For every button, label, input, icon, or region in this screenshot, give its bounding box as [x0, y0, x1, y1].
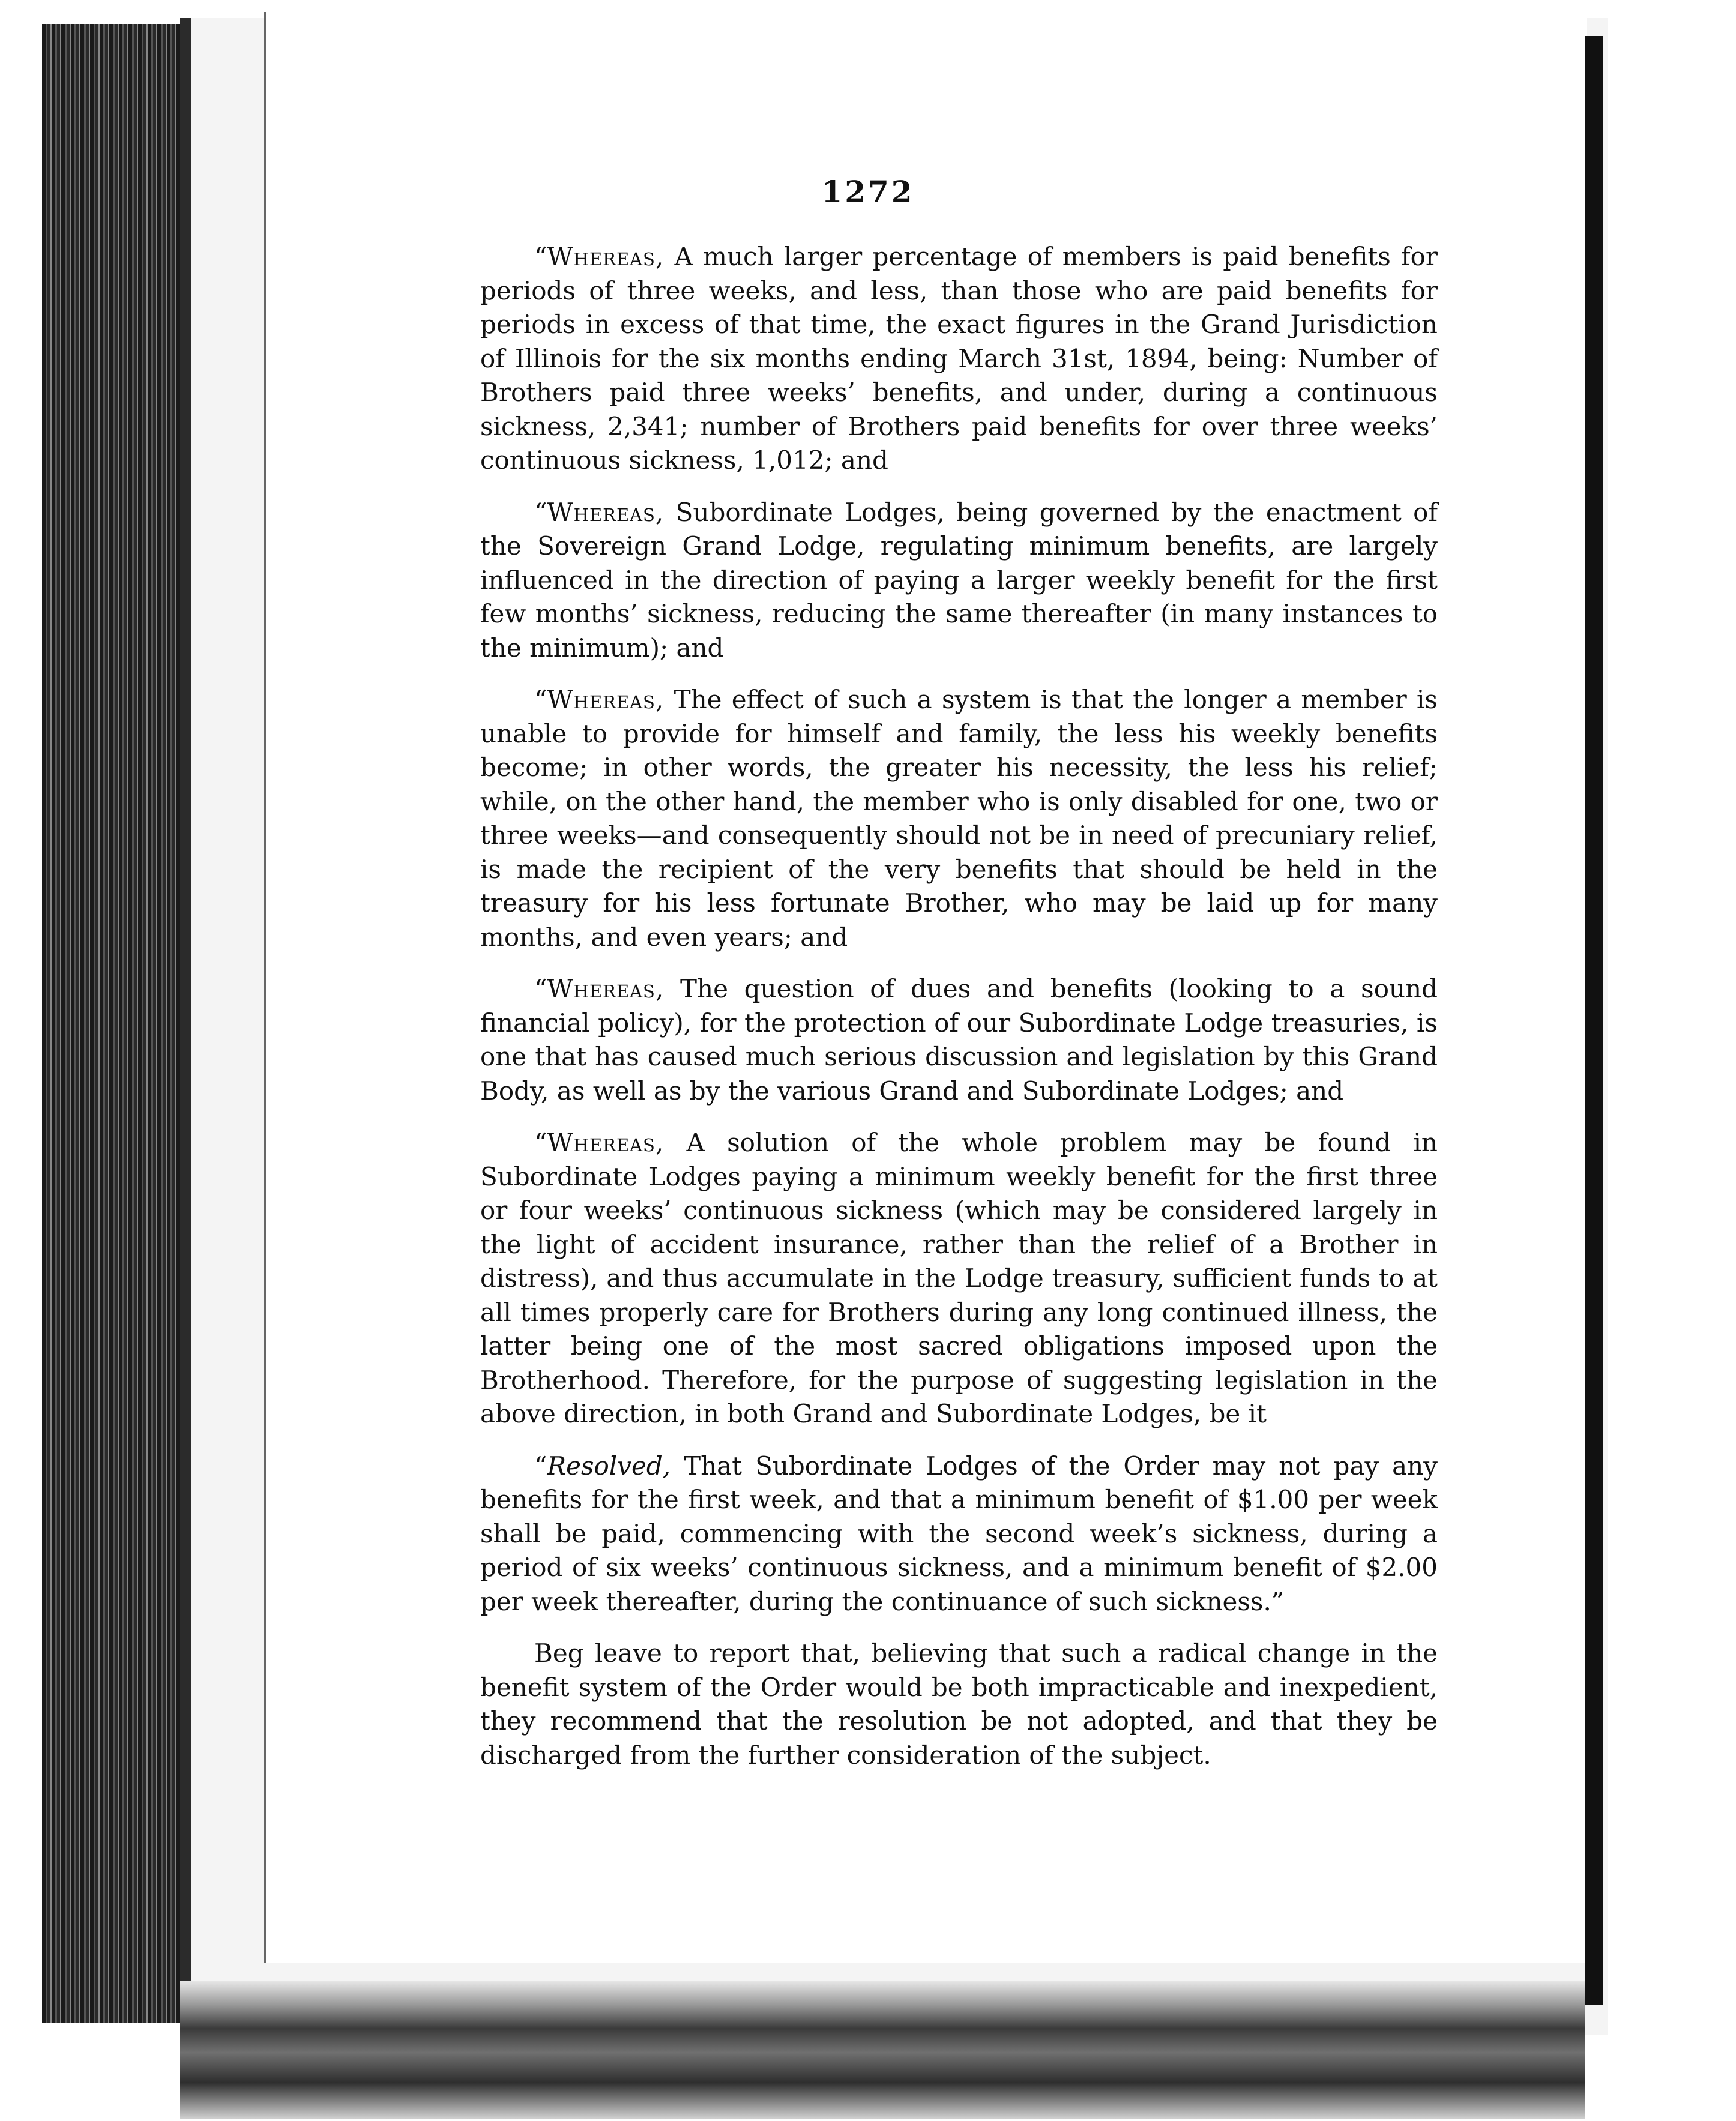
open-quote: “ — [534, 1128, 547, 1157]
paragraph-whereas-4 — [480, 972, 1438, 1108]
paragraph-text: That Subordinate Lodges of the Order may not pay any benefits for the first week, and that a minimum benefit of $1.00 per week shall be paid, commencing with the second week’s sickness, during a period of six weeks’ continuous sickness, and a minimum benefit of $2.00 per week thereafter, during the continuance of such sickness.” — [480, 1451, 1438, 1616]
paragraph-whereas-2 — [480, 496, 1438, 666]
page-number: 1272 — [821, 174, 915, 209]
book-page-edges-left — [42, 24, 186, 2023]
paragraph-text: A much larger percentage of members is paid benefits for periods of three weeks, and less, than those who are paid benefits for periods in excess of that time, the exact figures in the Grand Jurisdiction of Illinois for the six months ending March 31st, 1894, being: Number of Brothers paid three weeks’ benefits, and under, during a continuous sickness, 2,341; number of Brothers paid benefits for over three weeks’ continuous sickness, 1,012; and — [480, 242, 1438, 475]
scan-margin-left — [0, 0, 48, 2121]
paragraph-text: A solution of the whole problem may be found in Subordinate Lodges paying a minimum weekly benefit for the first three or four weeks’ continuous sickness (which may be considered largely in the light of accident insurance, rather than the relief of a Brother in distress), and thus accumulate in the Lodge treasury, sufficient funds to at all times properly care for Brothers during any long continued illness, the latter being one of the most sacred obligations imposed upon the Brotherhood. Therefore, for the purpose of suggesting legislation in the above direction, in both Grand and Subordinate Lodges, be it — [480, 1128, 1438, 1428]
open-quote: “ — [534, 497, 547, 527]
paragraph-whereas-3 — [480, 683, 1438, 954]
open-quote: “ — [534, 1451, 547, 1481]
open-quote: “ — [534, 685, 547, 714]
paragraph-lead: Whereas, — [547, 974, 665, 1003]
paragraph-text: Subordinate Lodges, being governed by the enactment of the Sovereign Grand Lodge, regulating minimum benefits, are largely influenced in the direction of paying a larger weekly benefit for the first few months’ sickness, reducing the same thereafter (in many instances to the minimum); and — [480, 497, 1438, 663]
paragraph-lead: Whereas, — [547, 242, 665, 271]
paragraph-whereas-1 — [480, 240, 1438, 478]
paragraph-resolved — [480, 1449, 1438, 1619]
paragraph-text: Beg leave to report that, believing that such a radical change in the benefit system of the Order would be both impracticable and inexpedient, they recommend that the resolution be not adopted, and that they be discharged from the further consideration of the subject. — [480, 1638, 1438, 1770]
paragraph-lead: Whereas, — [547, 1128, 665, 1157]
paragraph-lead: Resolved, — [547, 1451, 671, 1481]
book-gutter-right — [1585, 36, 1603, 2005]
open-quote: “ — [534, 242, 547, 271]
body-text — [480, 240, 1438, 1790]
paragraph-whereas-5 — [480, 1126, 1438, 1431]
paragraph-report — [480, 1637, 1438, 1772]
paragraph-text: The question of dues and benefits (looking to a sound financial policy), for the protection of our Subordinate Lodge treasuries, is one that has caused much serious discussion and legislation by this Grand Body, as well as by the various Grand and Subordinate Lodges; and — [480, 974, 1438, 1106]
paragraph-text: The effect of such a system is that the longer a member is unable to provide for himself and family, the less his weekly benefits become; in other words, the greater his necessity, the less his relief; while, on the other hand, the member who is only disabled for one, two or three weeks—and consequently should not be in need of precuniary relief, is made the recipient of the very benefits that should be held in the treasury for his less fortunate Brother, who may be laid up for many months, and even years; and — [480, 685, 1438, 952]
book-page-edges-bottom — [180, 1981, 1585, 2119]
paragraph-lead: Whereas, — [547, 497, 665, 527]
open-quote: “ — [534, 974, 547, 1003]
paragraph-lead: Whereas, — [547, 685, 665, 714]
